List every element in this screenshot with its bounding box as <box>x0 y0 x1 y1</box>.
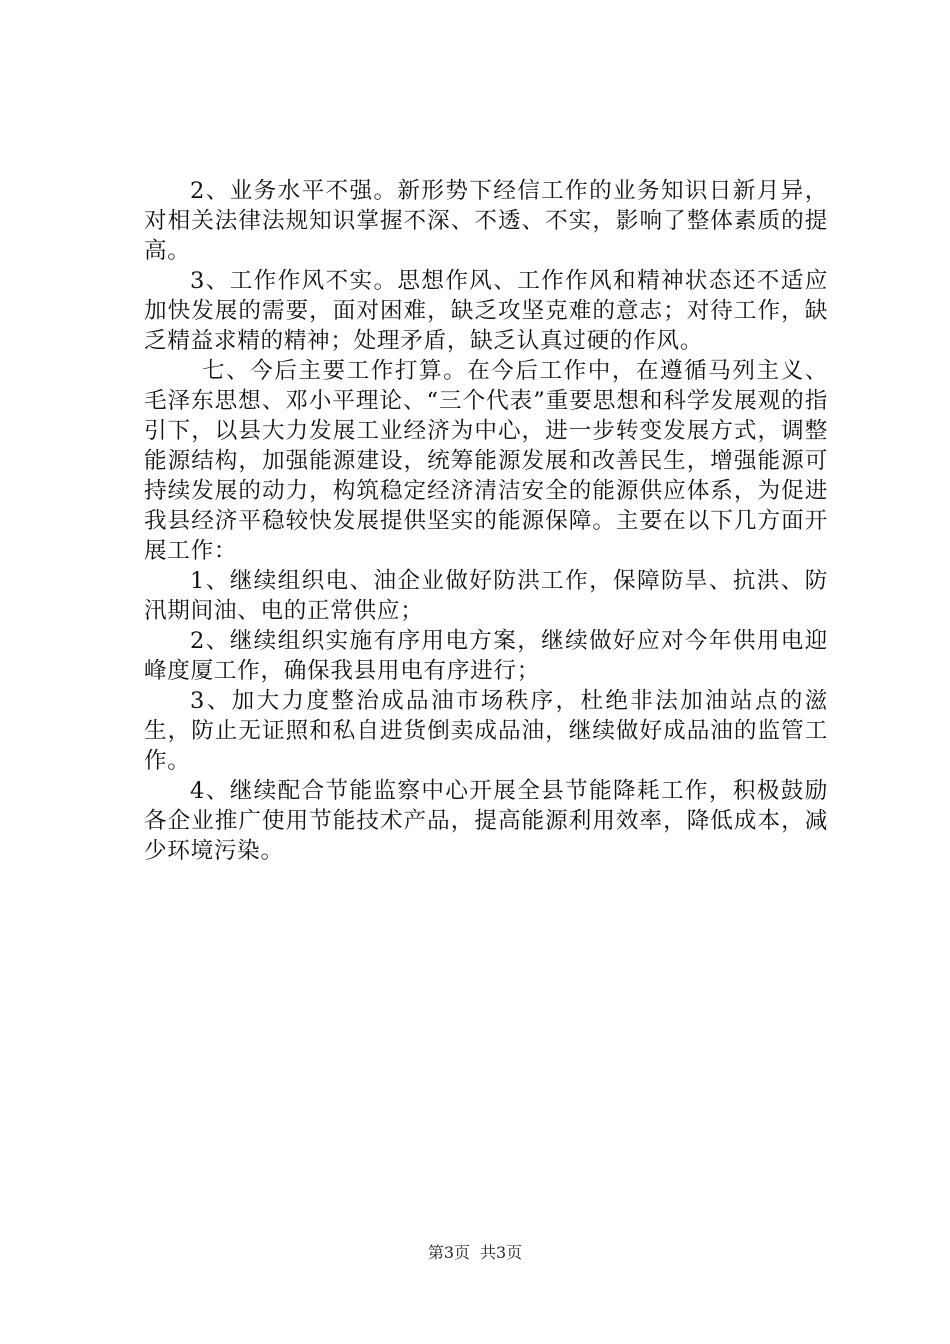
page-footer <box>0 1242 950 1264</box>
paragraph-plan-item-1: 1、继续组织电、油企业做好防洪工作，保障防旱、抗洪、防汛期间油、电的正常供应； <box>144 568 828 624</box>
paragraph-work-style: 3、工作作风不实。思想作风、工作作风和精神状态还不适应加快发展的需要，面对困难，缺乏攻坚克难的意志；对待工作，缺乏精益求精的精神；处理矛盾，缺乏认真过硬的作风。 <box>144 268 828 354</box>
page-number-current: 第3页 <box>427 1243 470 1262</box>
paragraph-plan-item-2: 2、继续组织实施有序用电方案，继续做好应对今年供用电迎峰度厦工作，确保我县用电有序进行； <box>144 628 828 684</box>
paragraph-plan-item-4: 4、继续配合节能监察中心开展全县节能降耗工作，积极鼓励各企业推广使用节能技术产品，提高能源利用效率，降低成本，减少环境污染。 <box>144 778 828 864</box>
document-body <box>144 176 828 866</box>
paragraph-business-level: 2、业务水平不强。新形势下经信工作的业务知识日新月异，对相关法律法规知识掌握不深、不透、不实，影响了整体素质的提高。 <box>144 178 828 264</box>
paragraph-plan-item-3: 3、加大力度整治成品油市场秩序，杜绝非法加油站点的滋生，防止无证照和私自进货倒卖成品油，继续做好成品油的监管工作。 <box>144 688 828 774</box>
paragraph-future-plans: 七、今后主要工作打算。在今后工作中，在遵循马列主义、毛泽东思想、邓小平理论、“三个代表”重要思想和科学发展观的指引下，以县大力发展工业经济为中心，进一步转变发展方式，调整能源结构，加强能源建设，统筹能源发展和改善民生，增强能源可持续发展的动力，构筑稳定经济清洁安全的能源供应体系，为促进我县经济平稳较快发展提供坚实的能源保障。主要在以下几方面开展工作： <box>144 358 828 564</box>
page-number-total: 共3页 <box>480 1243 523 1262</box>
